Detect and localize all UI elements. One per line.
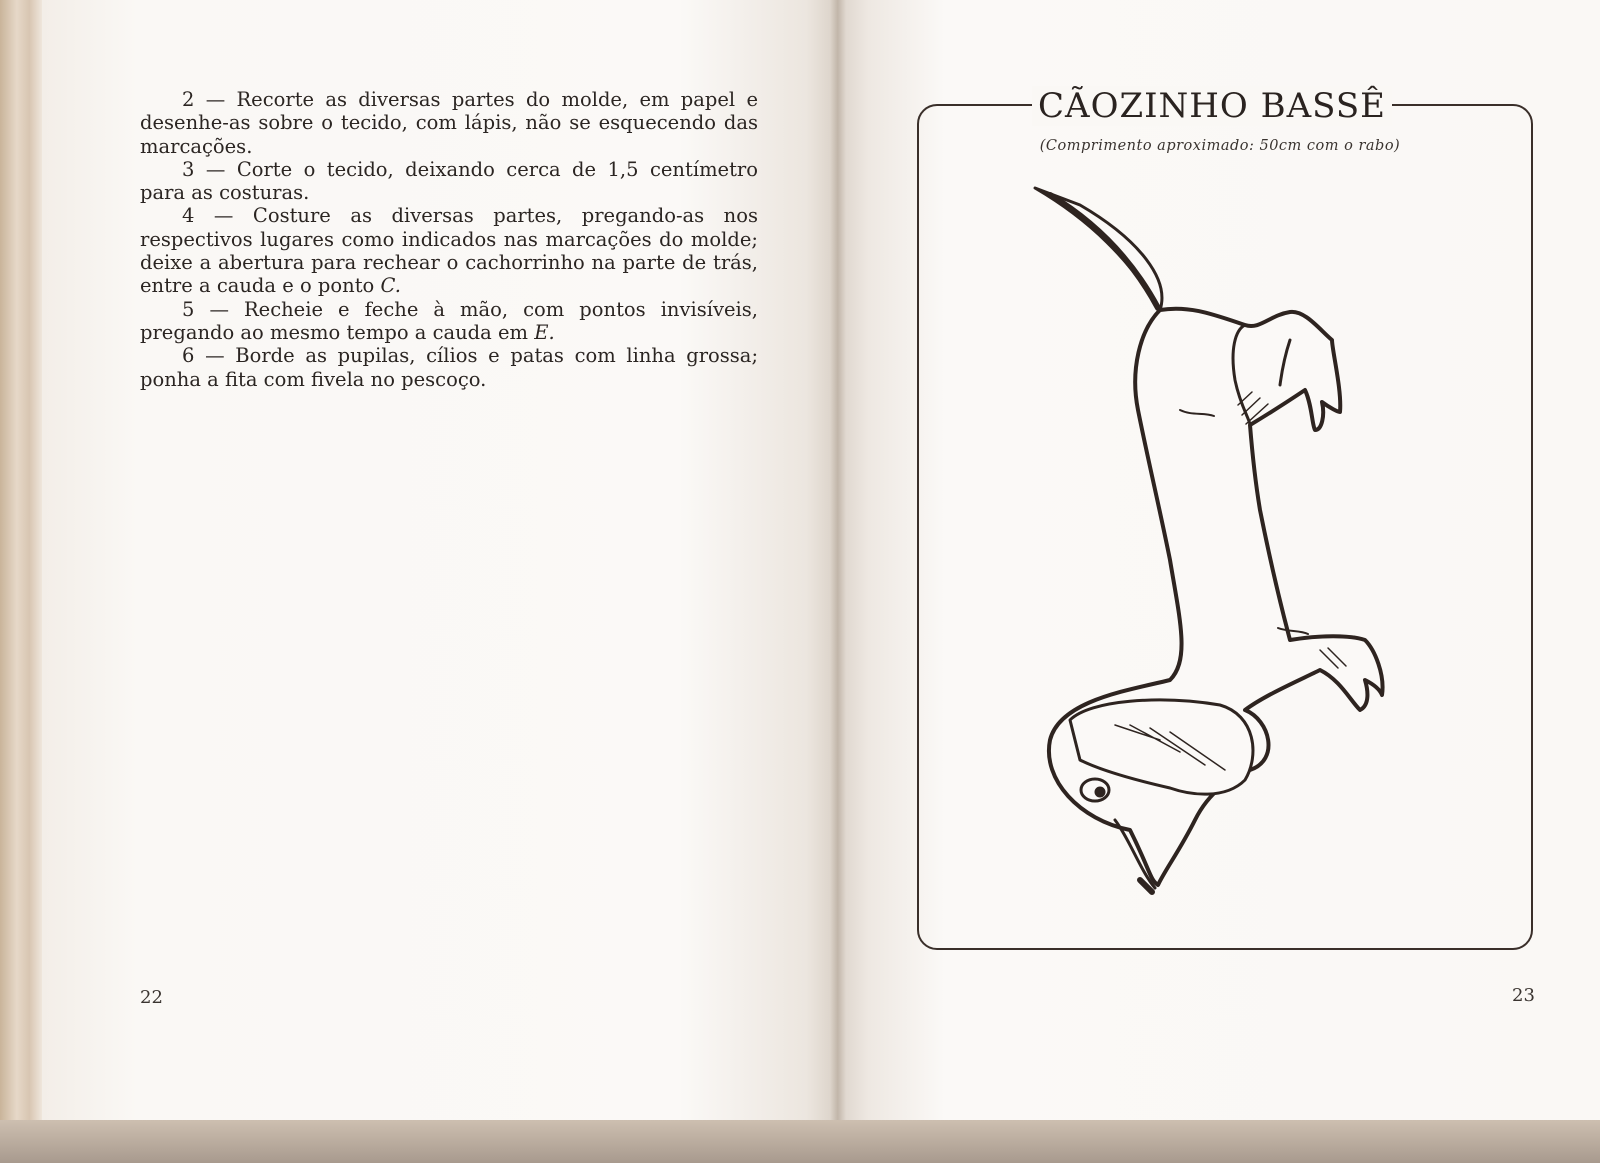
- page-number-right: 23: [1512, 985, 1535, 1006]
- page-title: CÃOZINHO BASSÊ: [1038, 86, 1386, 126]
- step-text: — Costure as diversas partes, pregando-as nos respectivos lugares como indicados nas marcações do molde; deixe a abertura para rechear o cachorrinho na parte de trás, entre a cauda e o ponto: [140, 204, 758, 298]
- step-text: — Recheie e feche à mão, com pontos invisíveis, pregando ao mesmo tempo a cauda em: [140, 297, 758, 344]
- book-page-edges: [0, 0, 42, 1120]
- dog-tail: [1035, 188, 1162, 310]
- book-gutter: [830, 0, 846, 1120]
- instructions-text: [140, 88, 758, 391]
- title-wrapper: [1032, 86, 1392, 126]
- step-3: [140, 158, 758, 205]
- page-number-left: 22: [140, 987, 163, 1008]
- step-number: 5: [182, 297, 195, 321]
- dachshund-illustration: [1020, 180, 1420, 900]
- step-5: [140, 298, 758, 345]
- step-number: 6: [182, 344, 195, 368]
- point-label: C.: [380, 274, 401, 298]
- step-number: 3: [182, 157, 195, 181]
- step-4: [140, 204, 758, 297]
- step-text: — Corte o tecido, deixando cerca de 1,5 centímetro para as costuras.: [140, 157, 758, 205]
- step-6: [140, 344, 758, 391]
- page-subtitle: (Comprimento aproximado: 50cm com o rabo): [1039, 138, 1401, 154]
- step-text: — Borde as pupilas, cílios e patas com linha grossa; ponha a fita com fivela no pescoço.: [140, 344, 759, 391]
- step-2-text: 2 — Recorte as diversas partes do molde, em papel e desenhe-as sobre o tecido, com lápis, não se esquecendo das marcações.: [140, 88, 758, 158]
- book-bottom-edge: [0, 1120, 1600, 1163]
- step-2: [140, 88, 758, 158]
- point-label: E.: [534, 320, 555, 344]
- step-number: 4: [182, 204, 195, 228]
